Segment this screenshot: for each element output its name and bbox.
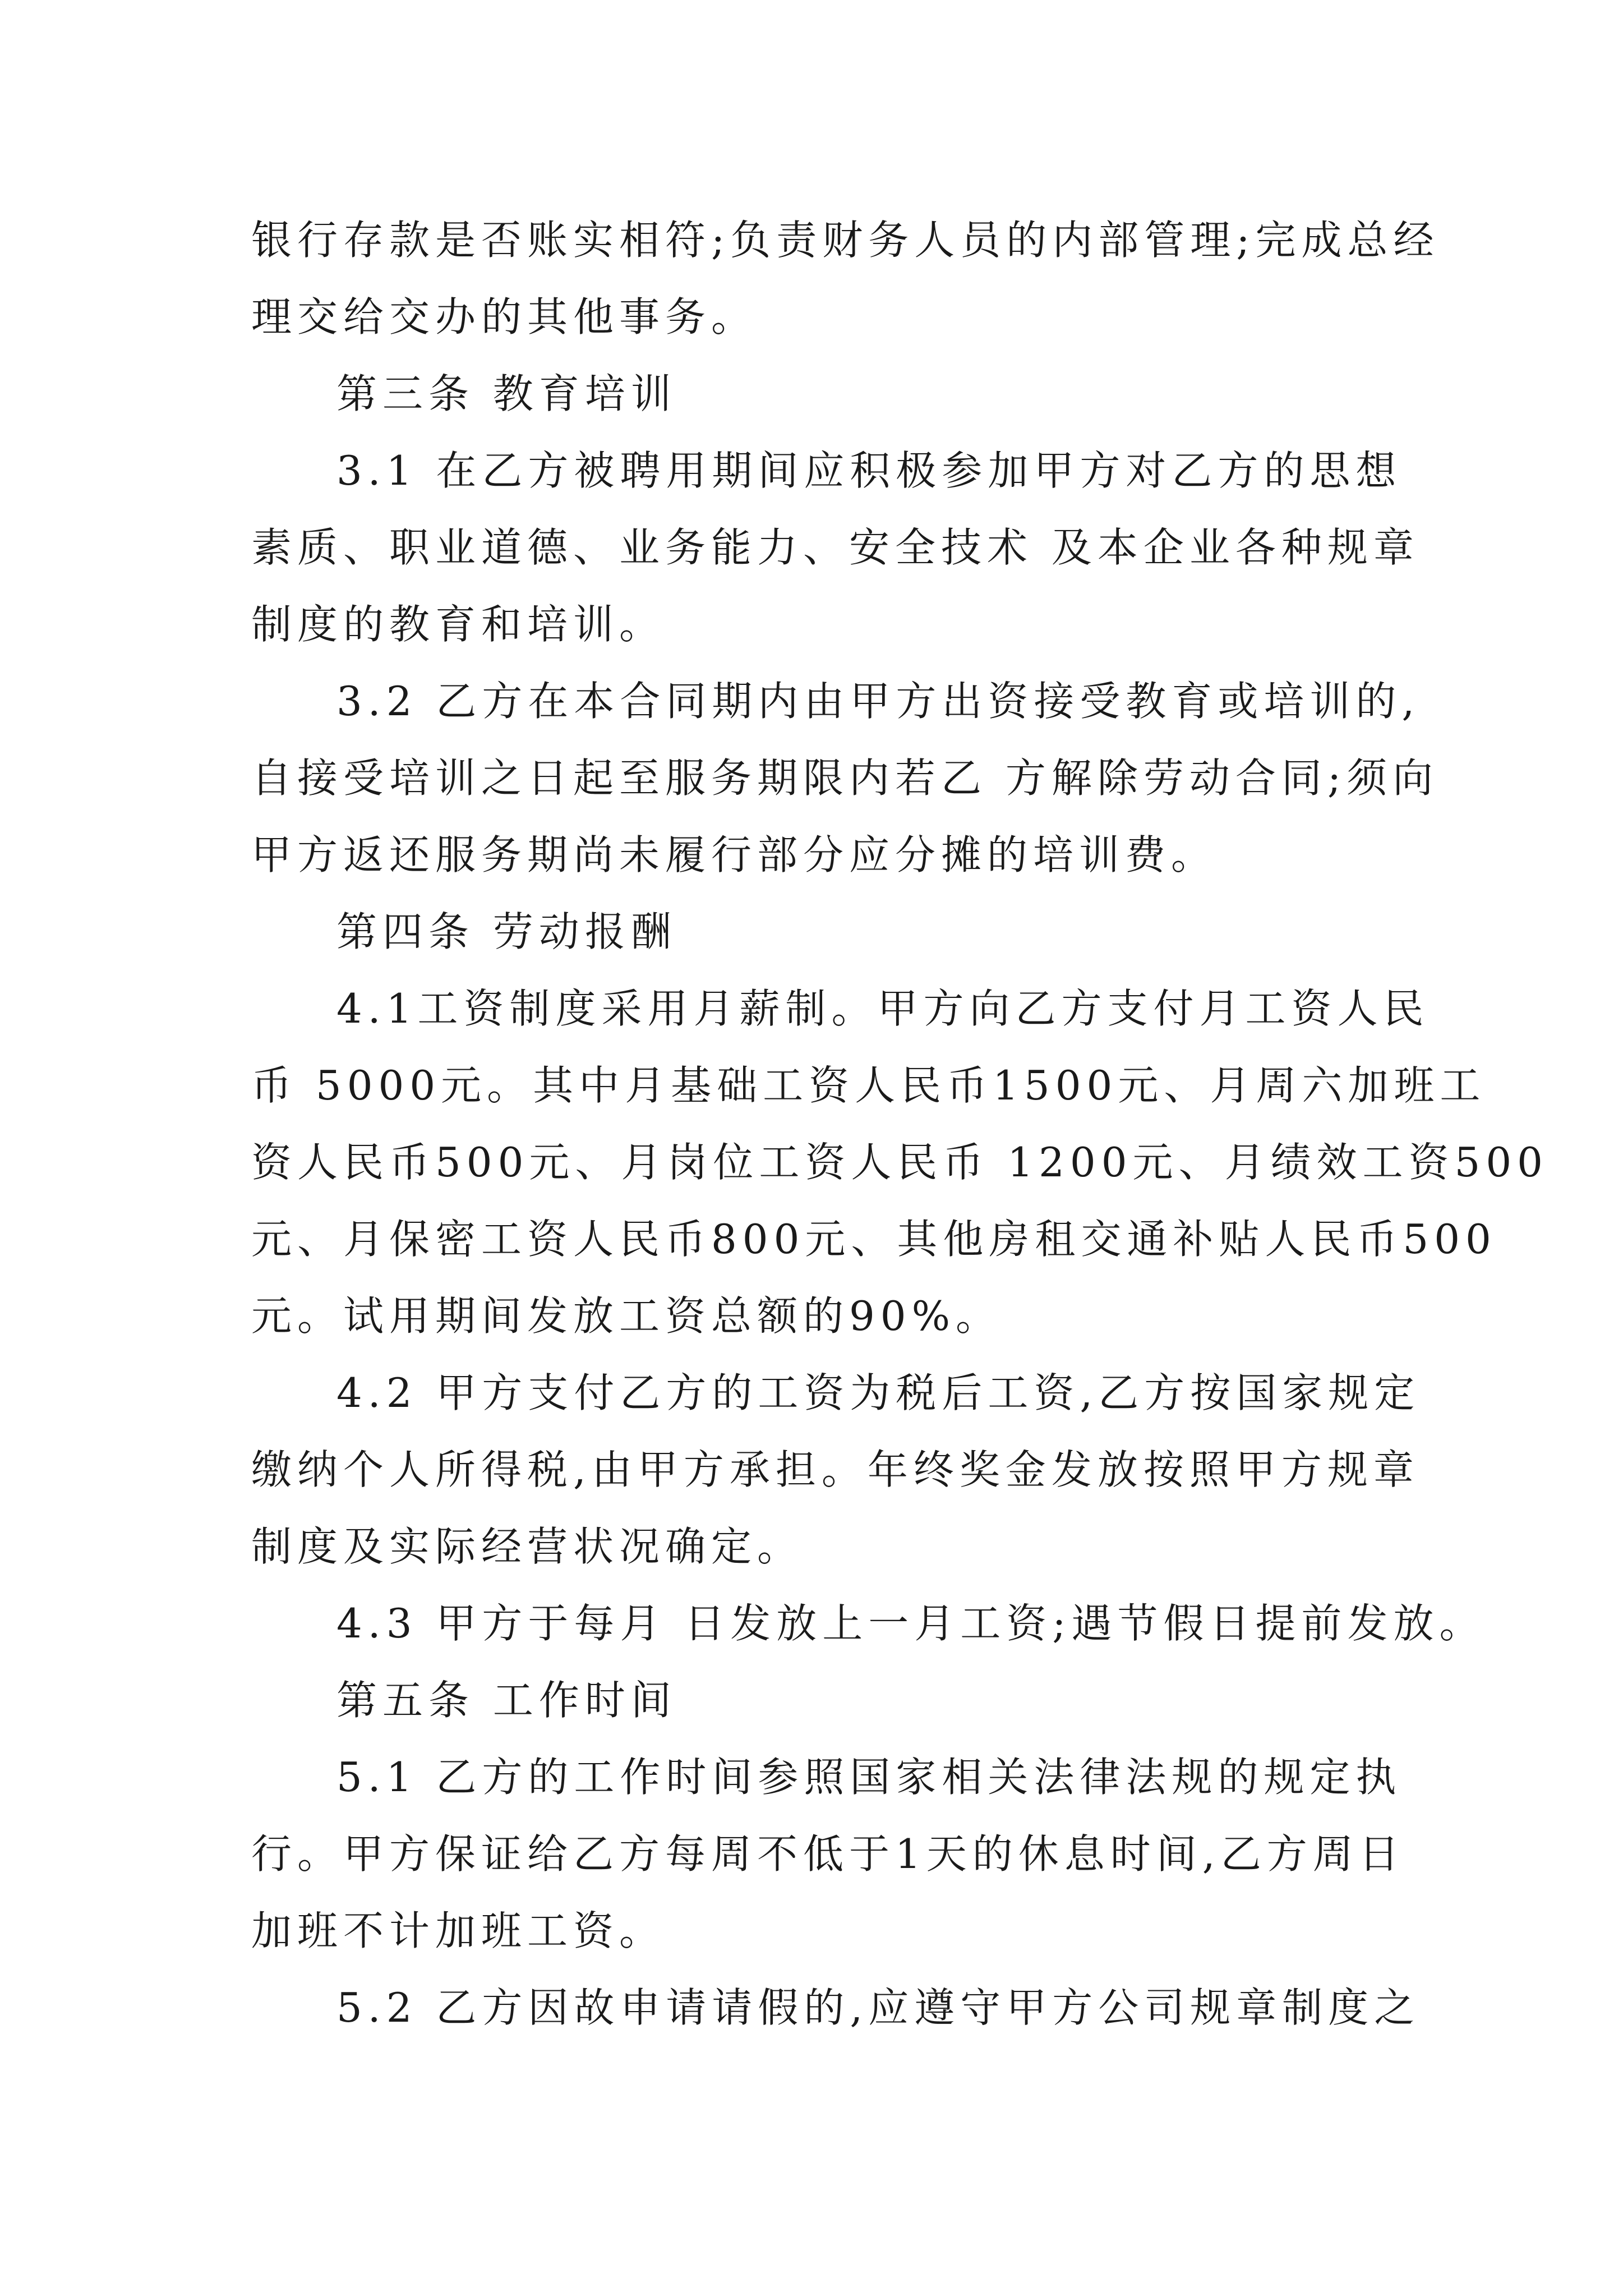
text-line: 5.2 乙方因故申请请假的,应遵守甲方公司规章制度之 xyxy=(336,1984,1421,2031)
text-line: 3.1 在乙方被聘用期间应积极参加甲方对乙方的思想 xyxy=(336,447,1402,494)
text-line: 加班不计加班工资。 xyxy=(251,1907,666,1954)
text-line: 4.1工资制度采用月薪制。甲方向乙方支付月工资人民 xyxy=(336,985,1430,1032)
text-line: 理交给交办的其他事务。 xyxy=(251,293,758,341)
text-line: 4.3 甲方于每月 日发放上一月工资;遇节假日提前发放。 xyxy=(336,1600,1486,1647)
section-heading: 第三条 教育培训 xyxy=(336,370,677,417)
text-line: 元、月保密工资人民币800元、其他房租交通补贴人民币500 xyxy=(251,1216,1497,1263)
text-line: 币 5000元。其中月基础工资人民币1500元、月周六加班工 xyxy=(251,1062,1486,1109)
text-line: 甲方返还服务期尚未履行部分应分摊的培训费。 xyxy=(251,831,1218,878)
text-line: 制度及实际经营状况确定。 xyxy=(251,1523,804,1570)
text-line: 资人民币500元、月岗位工资人民币 1200元、月绩效工资500 xyxy=(251,1139,1548,1186)
text-line: 素质、职业道德、业务能力、安全技术 及本企业各种规章 xyxy=(251,524,1419,571)
text-line: 制度的教育和培训。 xyxy=(251,601,666,648)
text-line: 4.2 甲方支付乙方的工资为税后工资,乙方按国家规定 xyxy=(336,1369,1421,1416)
section-heading: 第五条 工作时间 xyxy=(336,1677,677,1724)
text-line: 3.2 乙方在本合同期内由甲方出资接受教育或培训的, xyxy=(336,678,1421,725)
text-line: 缴纳个人所得税,由甲方承担。年终奖金发放按照甲方规章 xyxy=(251,1446,1419,1493)
text-line: 元。试用期间发放工资总额的90%。 xyxy=(251,1292,1002,1340)
text-line: 行。甲方保证给乙方每周不低于1天的休息时间,乙方周日 xyxy=(251,1830,1405,1878)
text-line: 5.1 乙方的工作时间参照国家相关法律法规的规定执 xyxy=(336,1754,1402,1801)
text-line: 银行存款是否账实相符;负责财务人员的内部管理;完成总经 xyxy=(251,217,1440,264)
section-heading: 第四条 劳动报酬 xyxy=(336,908,677,955)
text-line: 自接受培训之日起至服务期限内若乙 方解除劳动合同;须向 xyxy=(251,754,1439,802)
